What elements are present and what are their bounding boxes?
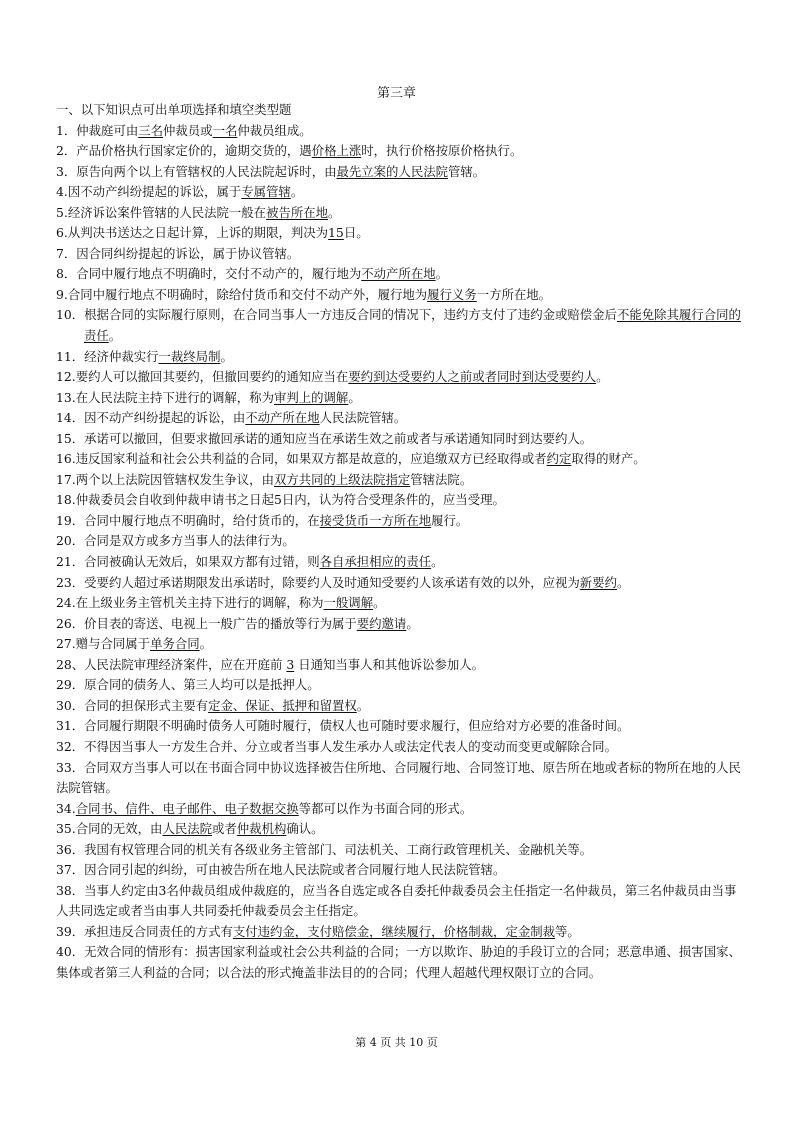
item-text: 26．价目表的寄送、电视上一般广告的播放等行为属于 xyxy=(56,615,357,631)
list-item xyxy=(56,696,746,717)
list-item xyxy=(56,223,746,244)
list-item xyxy=(56,388,746,409)
list-item xyxy=(56,737,746,758)
underlined-answer: 3 xyxy=(286,656,295,672)
item-text: 日通知当事人和其他诉讼参加人。 xyxy=(294,656,485,672)
item-text: 仲裁员或 xyxy=(163,122,213,138)
item-text: 37．因合同引起的纠纷，可由被告所在地人民法院或者合同履行地人民法院管辖。 xyxy=(56,862,506,878)
item-text: 40．无效合同的情形有：损害国家利益或社会公共利益的合同；一方以欺诈、胁迫的手段订立的合同；恶意串通、损害国家、集体或者第三人利益的合同；以合法的形式掩盖非法目的的合同；代理人超越代理权限订立的合同。 xyxy=(56,944,741,980)
underlined-answer: 要约邀请 xyxy=(356,615,407,631)
list-item xyxy=(56,203,746,224)
list-item xyxy=(56,634,746,655)
list-item xyxy=(56,881,746,922)
item-text: 12.要约人可以撤回其要约，但撤回要约的通知应当在 xyxy=(56,369,349,385)
list-item xyxy=(56,141,746,162)
list-item xyxy=(56,449,746,470)
item-text: 24.在上级业务主管机关主持下进行的调解，称为 xyxy=(56,595,324,611)
item-text: 取得的财产。 xyxy=(571,451,646,467)
item-text: 。 xyxy=(328,204,341,220)
underlined-answer: 合同书、信件、电子邮件、电子数据交换 xyxy=(75,800,299,816)
underlined-answer: 接受货币一方所在地 xyxy=(319,512,432,528)
item-text: 管辖法院。 xyxy=(410,471,473,487)
list-item xyxy=(56,675,746,696)
underlined-answer: 15 xyxy=(328,225,344,241)
item-text: 30．合同的担保形式主要有 xyxy=(56,697,209,713)
underlined-answer: 仲裁机构 xyxy=(236,821,287,837)
item-text: 13.在人民法院主持下进行的调解，称为 xyxy=(56,389,274,405)
item-text: 35.合同的无效，由 xyxy=(56,821,163,837)
item-text: 34. xyxy=(56,800,76,816)
list-item xyxy=(56,244,746,265)
underlined-answer: 双方共同的上级法院指定 xyxy=(273,471,411,487)
document-body xyxy=(56,100,746,984)
list-item xyxy=(56,531,746,552)
underlined-answer: 单务合同 xyxy=(150,636,200,652)
list-item xyxy=(56,655,746,676)
item-text: 20．合同是双方或多方当事人的法律行为。 xyxy=(56,533,295,549)
underlined-answer: 价格上涨 xyxy=(311,143,362,159)
list-item xyxy=(56,121,746,142)
item-text: 。 xyxy=(616,574,630,590)
item-text: 21．合同被确认无效后，如果双方都有过错，则 xyxy=(56,554,320,570)
list-item xyxy=(56,716,746,737)
underlined-answer: 不能免除其履行合同的责任 xyxy=(84,307,741,344)
underlined-answer: 被告所在地 xyxy=(266,204,329,220)
list-item xyxy=(56,470,746,491)
item-text: 人民法院管辖。 xyxy=(319,410,407,426)
list-item xyxy=(56,285,746,306)
list-item xyxy=(56,490,746,511)
item-text: 。 xyxy=(431,554,444,570)
item-text: 18.仲裁委员会自收到仲裁申请书之日起5日内，认为符合受理条件的，应当受理。 xyxy=(56,492,505,508)
item-text: 确认。 xyxy=(286,821,324,837)
item-text: 。 xyxy=(108,328,122,344)
item-text: 10．根据合同的实际履行原则，在合同当事人一方违反合同的情况下，违约方支付了违约金或赔偿金后 xyxy=(56,307,617,323)
item-text: 或者 xyxy=(212,821,237,837)
underlined-answer: 新要约 xyxy=(579,574,617,590)
list-item xyxy=(56,593,746,614)
item-text: 28、人民法院审理经济案件，应在开庭前 xyxy=(56,656,287,672)
item-text: 。 xyxy=(290,184,304,200)
item-text: 。 xyxy=(348,389,361,405)
underlined-answer: 支付违约金，支付赔偿金，继续履行，价格制裁，定金制裁 xyxy=(232,923,556,939)
item-text: 17.两个以上法院因管辖权发生争议，由 xyxy=(56,471,274,487)
list-item xyxy=(56,614,746,635)
underlined-answer: 各自承担相应的责任 xyxy=(319,554,432,570)
item-text: 4.因不动产纠纷提起的诉讼，属于 xyxy=(56,184,242,200)
item-text: 。 xyxy=(406,615,419,631)
item-text: 23．受要约人超过承诺期限发出承诺时，除要约人及时通知受要约人该承诺有效的以外，应视为 xyxy=(56,574,580,590)
item-text: 27.赠与合同属于 xyxy=(56,636,151,652)
item-text: 仲裁员组成。 xyxy=(237,122,312,138)
item-text: 3．原告向两个以上有管辖权的人民法院起诉时，由 xyxy=(56,163,337,179)
item-text: 日。 xyxy=(343,225,369,241)
list-item xyxy=(56,819,746,840)
list-item xyxy=(56,305,746,346)
item-text: 33．合同双方当事人可以在书面合同中协议选择被告住所地、合同履行地、合同签订地、原告所在地或者标的物所在地的人民法院管辖。 xyxy=(56,759,741,796)
list-item xyxy=(56,942,746,983)
item-text: 6.从判决书送达之日起计算，上诉的期限，判决为 xyxy=(56,225,329,241)
item-text: 。 xyxy=(596,369,609,385)
item-text: 管辖。 xyxy=(448,163,486,179)
item-text: 1．仲裁庭可由 xyxy=(56,122,139,138)
item-text: 2．产品价格执行国家定价的，逾期交货的，遇 xyxy=(56,143,312,159)
list-item xyxy=(56,573,746,594)
item-text: 等。 xyxy=(555,923,580,939)
item-text: 7．因合同纠纷提起的诉讼，属于协议管辖。 xyxy=(56,245,300,261)
underlined-answer: 三名 xyxy=(138,122,164,138)
underlined-answer: 审判上的调解 xyxy=(273,389,349,405)
list-item xyxy=(56,552,746,573)
list-item xyxy=(56,182,746,203)
item-text: 29．原合同的债务人、第三人均可以是抵押人。 xyxy=(56,677,320,693)
underlined-answer: 定金、保证、抵押和留置权 xyxy=(208,697,357,713)
item-text: 9.合同中履行地点不明确时，除给付货币和交付不动产外，履行地为 xyxy=(56,286,428,302)
underlined-answer: 不动产所在地 xyxy=(361,266,436,282)
item-text: 38．当事人约定由3名仲裁员组成仲裁庭的，应当各自选定或各自委托仲裁委员会主任指定一名仲裁员，第三名仲裁员由当事人共同选定或者当由事人共同委托仲裁委员会主任指定。 xyxy=(56,882,737,919)
item-text: 。 xyxy=(220,348,233,364)
item-text: 履行。 xyxy=(431,512,469,528)
list-item xyxy=(56,429,746,450)
item-text: 一方所在地。 xyxy=(476,286,552,302)
list-item xyxy=(56,758,746,799)
item-text: 14．因不动产纠纷提起的诉讼，由 xyxy=(56,410,246,426)
underlined-answer: 要约到达受要约人之前或者同时到达受要约人 xyxy=(348,369,597,385)
chapter-title: 第三章 xyxy=(376,86,416,101)
list-item xyxy=(56,162,746,183)
item-text: 。 xyxy=(199,636,213,652)
item-text: 19．合同中履行地点不明确时，给付货币的，在 xyxy=(56,512,320,528)
item-text: 32．不得因当事人一方发生合并、分立或者当事人发生承办人或法定代表人的变动而变更或解除合同。 xyxy=(56,738,617,754)
underlined-answer: 人民法院 xyxy=(162,821,213,837)
underlined-answer: 一般调解 xyxy=(323,595,374,611)
item-text: 。 xyxy=(435,266,448,282)
list-item xyxy=(56,922,746,943)
underlined-answer: 履行义务 xyxy=(427,286,477,302)
list-item xyxy=(56,408,746,429)
item-text: 36．我国有权管理合同的机关有各级业务主管部门、司法机关、工商行政管理机关、金融机关等。 xyxy=(56,841,593,857)
underlined-answer: 约定 xyxy=(546,451,572,467)
item-text: 时，执行价格按原价格执行。 xyxy=(361,143,523,159)
section-heading xyxy=(56,100,746,121)
list-item xyxy=(56,347,746,368)
underlined-answer: 不动产所在地 xyxy=(245,410,320,426)
item-text: 39．承担违反合同责任的方式有 xyxy=(56,923,233,939)
underlined-answer: 专属管辖 xyxy=(241,184,291,200)
underlined-answer: 一名 xyxy=(212,122,238,138)
item-text: 16.违反国家利益和社会公共利益的合同，如果双方都是故意的，应追缴双方已经取得或者 xyxy=(56,451,547,467)
item-text: 。 xyxy=(373,595,386,611)
item-text: 31．合同履行期限不明确时债务人可随时履行，债权人也可随时要求履行，但应给对方必要的准备时间。 xyxy=(56,718,630,734)
item-text: 等都可以作为书面合同的形式。 xyxy=(298,800,473,816)
underlined-answer: 最先立案的人民法院 xyxy=(336,163,448,179)
item-text: 。 xyxy=(356,697,370,713)
item-text: 15．承诺可以撤回，但要求撤回承诺的通知应当在承诺生效之前或者与承诺通知同时到达要约人。 xyxy=(56,430,593,446)
item-text: 5.经济诉讼案件管辖的人民法院一般在 xyxy=(56,204,267,220)
item-text: 一、以下知识点可出单项选择和填空类型题 xyxy=(56,102,292,117)
list-item xyxy=(56,367,746,388)
list-item xyxy=(56,511,746,532)
item-text: 8．合同中履行地点不明确时，交付不动产的，履行地为 xyxy=(56,266,362,282)
list-item xyxy=(56,264,746,285)
list-item xyxy=(56,799,746,820)
page-footer: 第 4 页 共 10 页 xyxy=(355,1036,438,1049)
underlined-answer: 一裁终局制 xyxy=(158,348,221,364)
item-text: 11．经济仲裁实行 xyxy=(56,348,159,364)
list-item xyxy=(56,840,746,861)
list-item xyxy=(56,860,746,881)
